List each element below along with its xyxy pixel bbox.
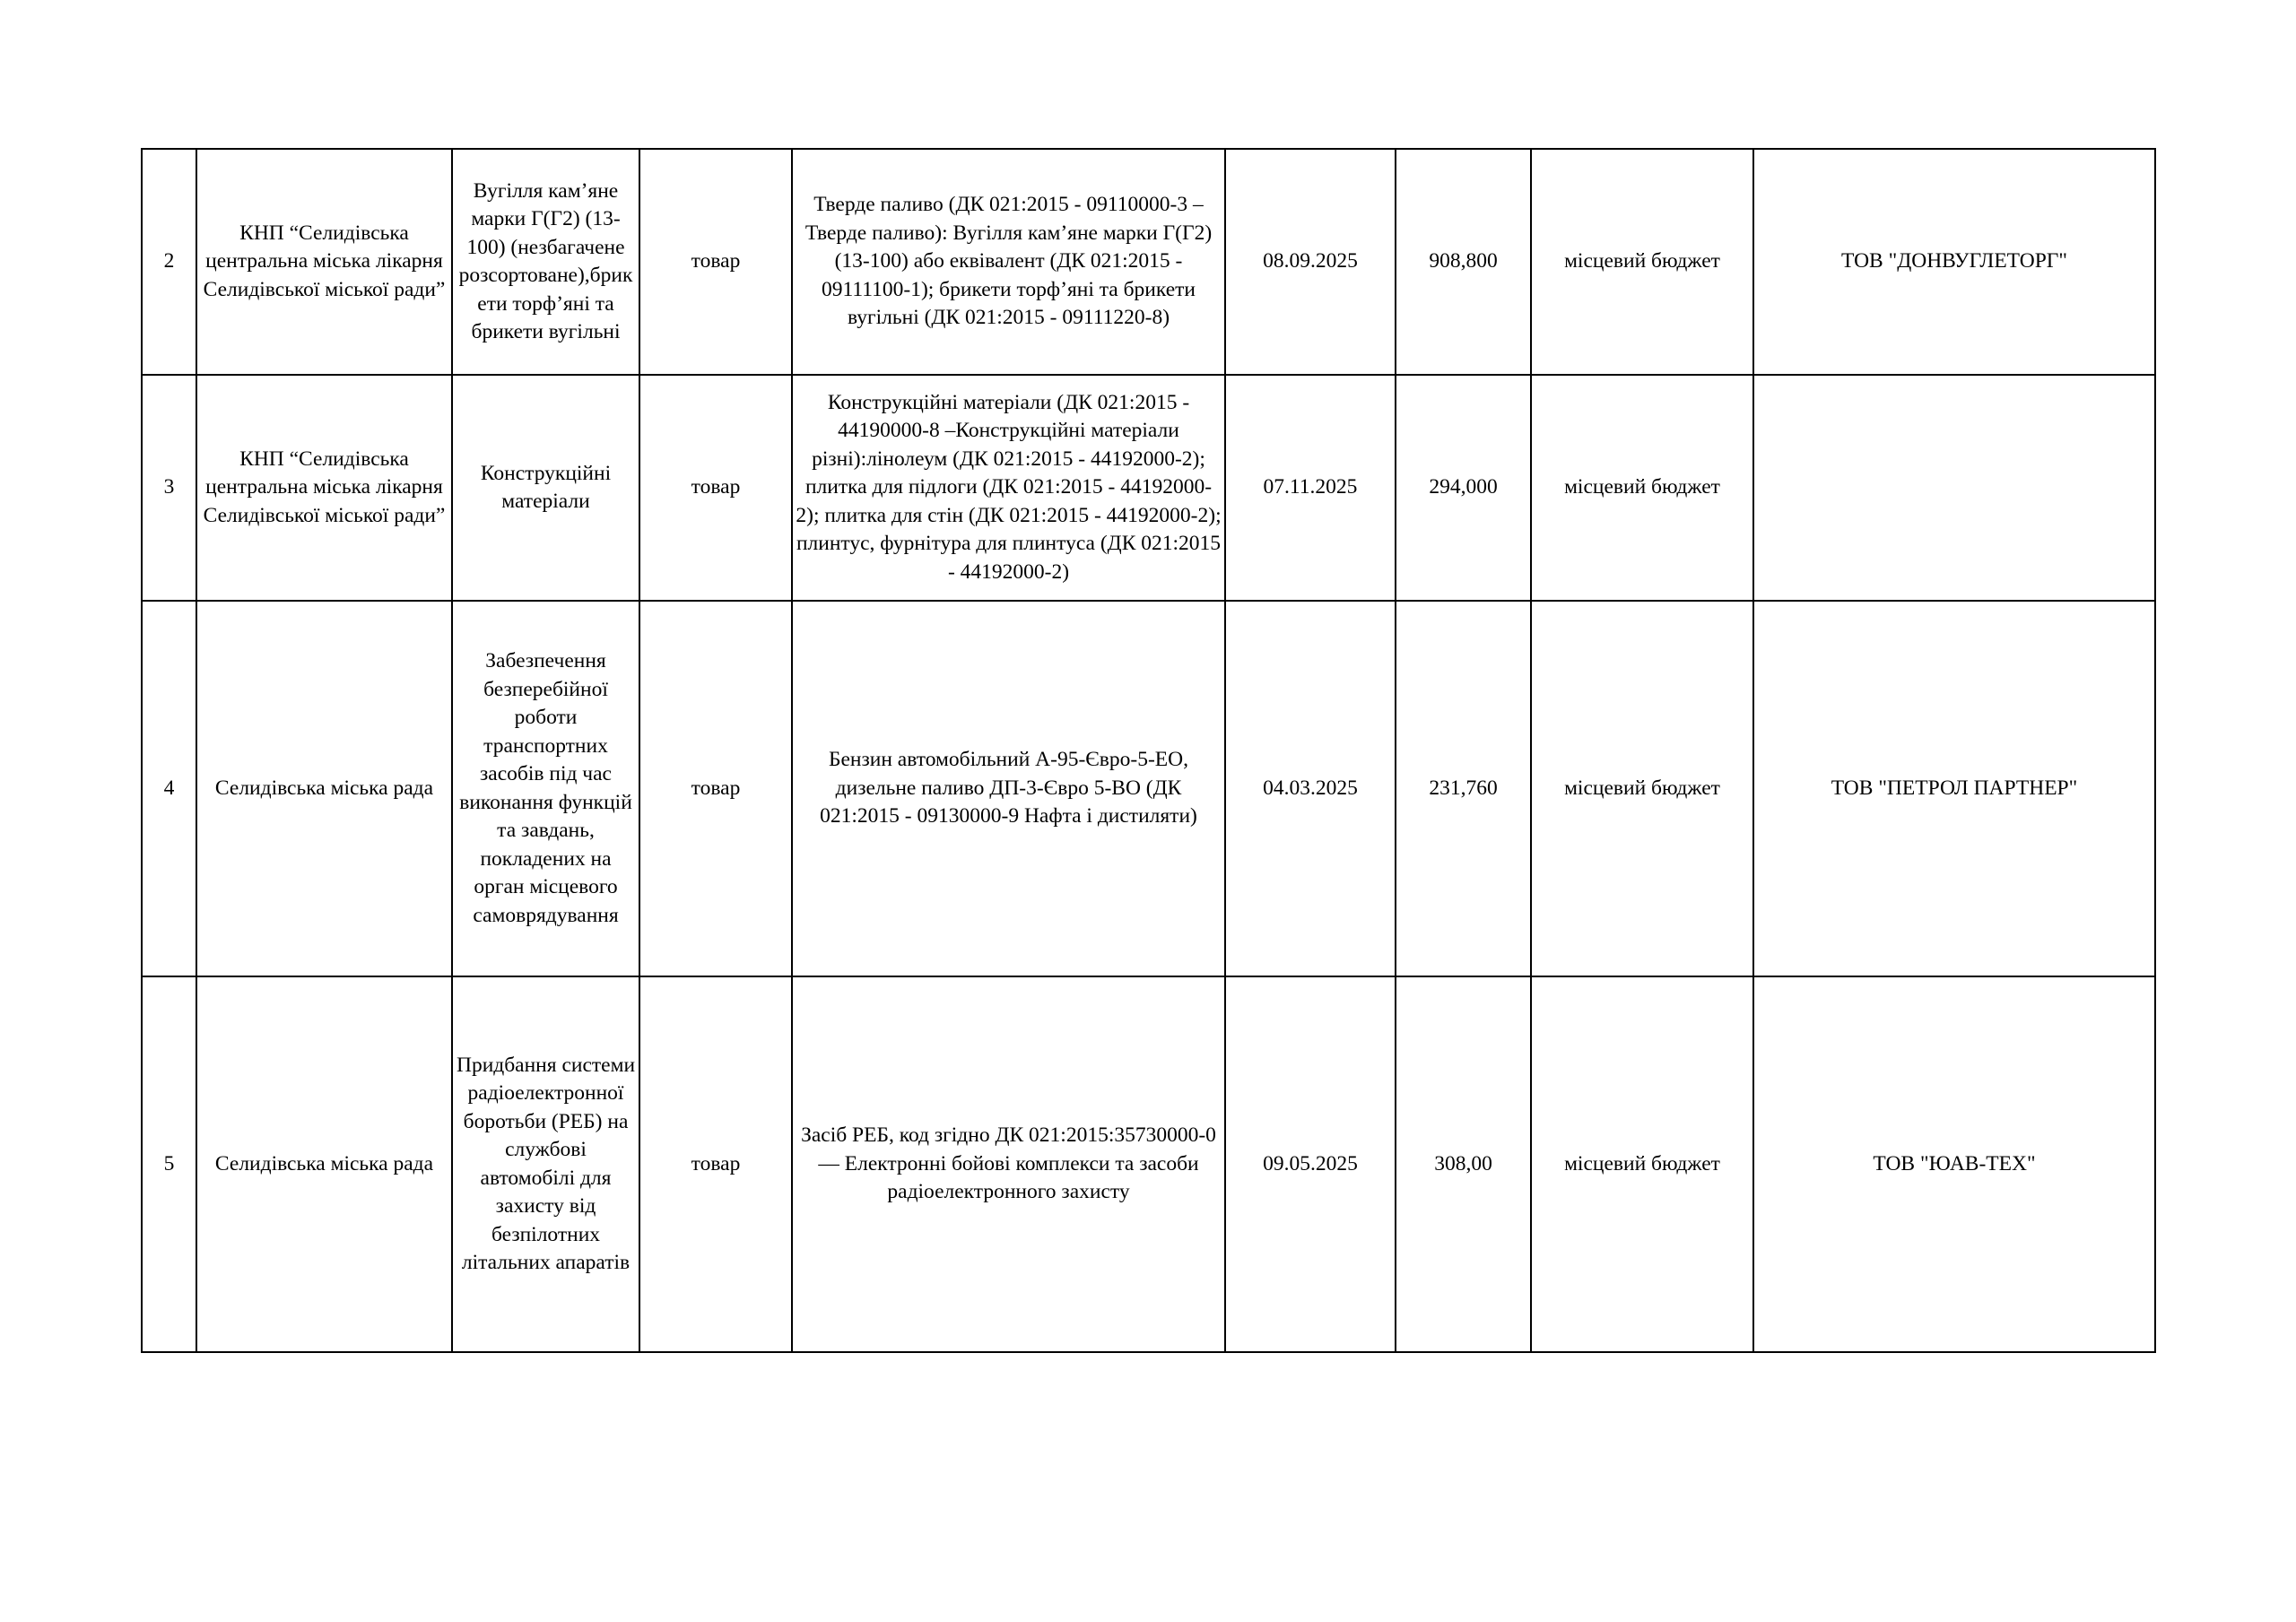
- description-cell: Тверде паливо (ДК 021:2015 - 09110000-3 – Тверде паливо): Вугілля кам’яне марки Г(Г2) (13-100) або еквівалент (ДК 021:2015 - 09111100-1); брикети торф’яні та брикети вугільні (ДК 021:2015 - 09111220-8): [792, 149, 1225, 375]
- subject-cell: Вугілля кам’яне марки Г(Г2) (13-100) (незбагачене розсортоване),брикети торф’яні та брикети вугільні: [452, 149, 639, 375]
- table-row: [142, 375, 2155, 601]
- subject-cell: Конструкційні матеріали: [452, 375, 639, 601]
- type-cell: товар: [639, 149, 792, 375]
- date-cell: 09.05.2025: [1225, 976, 1396, 1352]
- amount-cell: 231,760: [1396, 601, 1531, 976]
- procurement-table: [141, 148, 2156, 1353]
- type-cell: товар: [639, 375, 792, 601]
- table-row: [142, 601, 2155, 976]
- row-number-cell: 3: [142, 375, 196, 601]
- description-cell: Конструкційні матеріали (ДК 021:2015 - 44190000-8 –Конструкційні матеріали різні):лінолеум (ДК 021:2015 - 44192000-2); плитка для підлоги (ДК 021:2015 - 44192000-2); плитка для стін (ДК 021:2015 - 44192000-2); плинтус, фурнітура для плинтуса (ДК 021:2015 - 44192000-2): [792, 375, 1225, 601]
- supplier-cell: [1753, 375, 2155, 601]
- funding-cell: місцевий бюджет: [1531, 976, 1753, 1352]
- customer-cell: Селидівська міська рада: [196, 601, 452, 976]
- subject-cell: Забезпечення безперебійної роботи транспортних засобів під час виконання функцій та завдань, покладених на орган місцевого самоврядування: [452, 601, 639, 976]
- row-number-cell: 2: [142, 149, 196, 375]
- table-row: [142, 976, 2155, 1352]
- description-cell: Бензин автомобільний А-95-Євро-5-ЕО, дизельне паливо ДП-3-Євро 5-ВО (ДК 021:2015 - 09130000-9 Нафта і дистиляти): [792, 601, 1225, 976]
- supplier-cell: ТОВ "ПЕТРОЛ ПАРТНЕР": [1753, 601, 2155, 976]
- funding-cell: місцевий бюджет: [1531, 601, 1753, 976]
- row-number-cell: 5: [142, 976, 196, 1352]
- customer-cell: Селидівська міська рада: [196, 976, 452, 1352]
- type-cell: товар: [639, 976, 792, 1352]
- supplier-cell: ТОВ "ЮАВ-ТЕХ": [1753, 976, 2155, 1352]
- supplier-cell: ТОВ "ДОНВУГЛЕТОРГ": [1753, 149, 2155, 375]
- date-cell: 08.09.2025: [1225, 149, 1396, 375]
- date-cell: 07.11.2025: [1225, 375, 1396, 601]
- customer-cell: КНП “Селидівська центральна міська лікарня Селидівської міської ради”: [196, 149, 452, 375]
- date-cell: 04.03.2025: [1225, 601, 1396, 976]
- table-row: [142, 149, 2155, 375]
- amount-cell: 908,800: [1396, 149, 1531, 375]
- description-cell: Засіб РЕБ, код згідно ДК 021:2015:35730000-0 — Електронні бойові комплекси та засоби радіоелектронного захисту: [792, 976, 1225, 1352]
- customer-cell: КНП “Селидівська центральна міська лікарня Селидівської міської ради”: [196, 375, 452, 601]
- row-number-cell: 4: [142, 601, 196, 976]
- subject-cell: Придбання системи радіоелектронної боротьби (РЕБ) на службові автомобілі для захисту від безпілотних літальних апаратів: [452, 976, 639, 1352]
- amount-cell: 294,000: [1396, 375, 1531, 601]
- funding-cell: місцевий бюджет: [1531, 375, 1753, 601]
- funding-cell: місцевий бюджет: [1531, 149, 1753, 375]
- amount-cell: 308,00: [1396, 976, 1531, 1352]
- type-cell: товар: [639, 601, 792, 976]
